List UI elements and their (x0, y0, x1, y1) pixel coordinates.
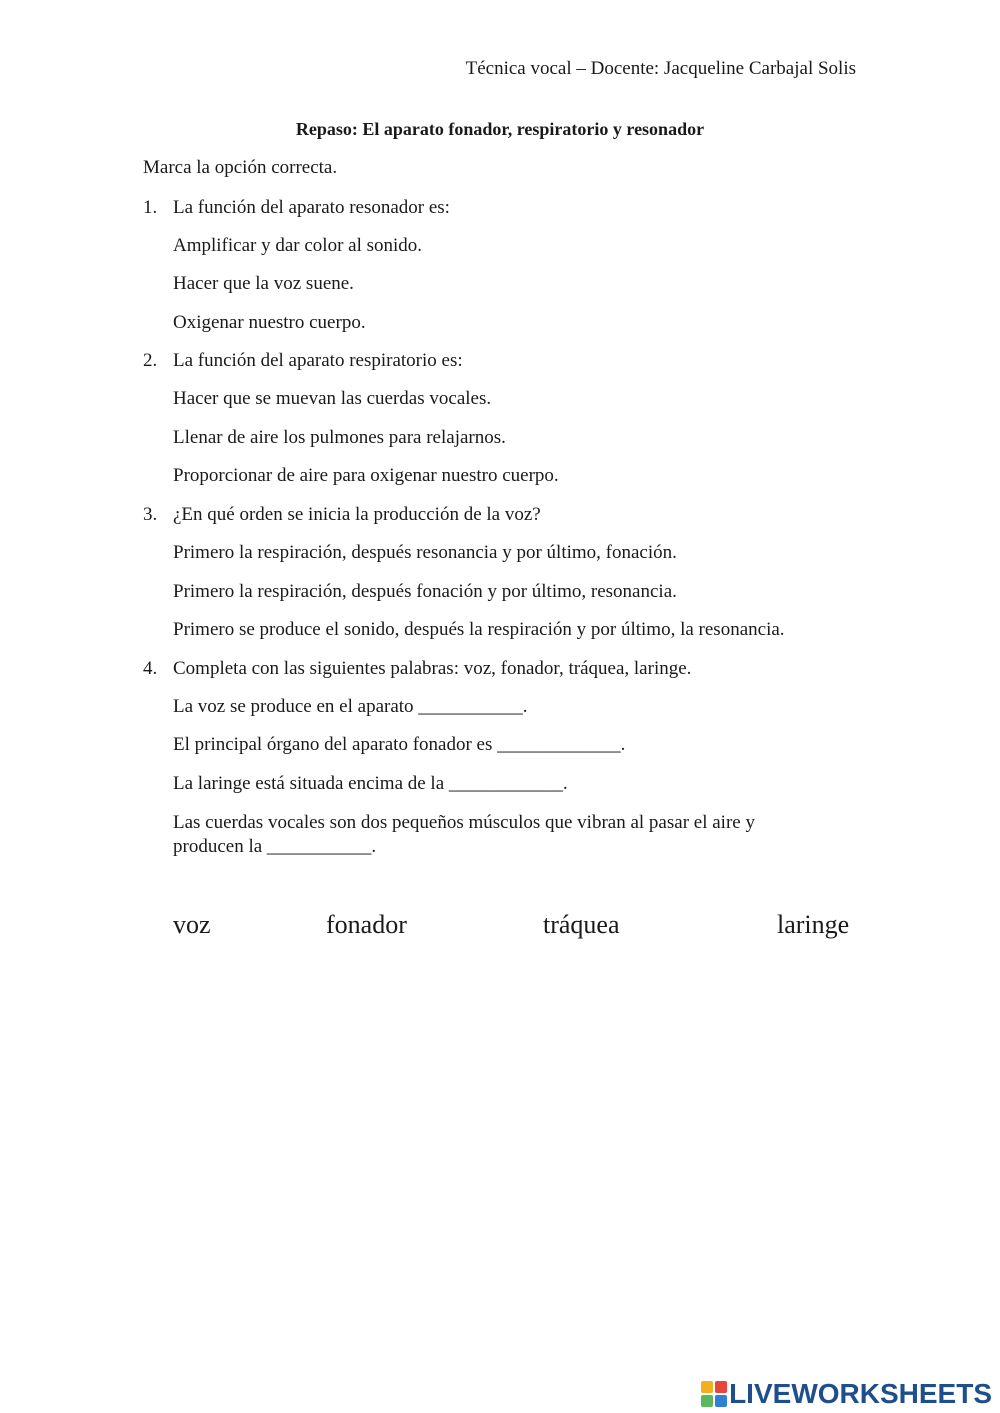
question-text-1: La función del aparato resonador es: (173, 197, 450, 218)
page-title: Repaso: El aparato fonador, respiratorio y resonador (295, 119, 705, 139)
option-2c[interactable]: Proporcionar de aire para oxigenar nuestro cuerpo. (173, 465, 559, 486)
liveworksheets-logo-icon (701, 1381, 727, 1407)
option-1a[interactable]: Amplificar y dar color al sonido. (173, 235, 423, 256)
question-number-4: 4. (143, 658, 158, 679)
option-3c[interactable]: Primero se produce el sonido, después la respiración y por último, la resonancia. (173, 619, 785, 640)
question-text-4: Completa con las siguientes palabras: voz, fonador, tráquea, laringe. (173, 658, 692, 679)
question-number-1: 1. (143, 197, 158, 218)
option-2b[interactable]: Llenar de aire los pulmones para relajarnos. (173, 427, 506, 448)
fill-sentence-2[interactable]: El principal órgano del aparato fonador es _____________. (173, 734, 626, 755)
word-bank-laringe[interactable]: laringe (777, 910, 850, 939)
page-header: Técnica vocal – Docente: Jacqueline Carbajal Solis (465, 58, 856, 79)
fill-sentence-4-line-2[interactable]: producen la ___________. (173, 836, 377, 857)
fill-sentence-1[interactable]: La voz se produce en el aparato ___________. (173, 696, 528, 717)
question-number-3: 3. (143, 504, 158, 525)
question-text-3: ¿En qué orden se inicia la producción de la voz? (173, 504, 541, 525)
option-3b[interactable]: Primero la respiración, después fonación y por último, resonancia. (173, 581, 677, 602)
instruction: Marca la opción correcta. (143, 157, 338, 178)
option-1c[interactable]: Oxigenar nuestro cuerpo. (173, 312, 366, 333)
option-1b[interactable]: Hacer que la voz suene. (173, 273, 354, 294)
option-2a[interactable]: Hacer que se muevan las cuerdas vocales. (173, 388, 492, 409)
word-bank-voz[interactable]: voz (173, 910, 211, 939)
fill-sentence-3[interactable]: La laringe está situada encima de la ____________. (173, 773, 568, 794)
liveworksheets-logo (701, 1379, 992, 1409)
question-text-2: La función del aparato respiratorio es: (173, 350, 463, 371)
option-3a[interactable]: Primero la respiración, después resonancia y por último, fonación. (173, 542, 677, 563)
word-bank-traquea[interactable]: tráquea (543, 910, 620, 939)
logo-text: LIVEWORKSHEETS (729, 1378, 992, 1409)
fill-sentence-4-line-1: Las cuerdas vocales son dos pequeños músculos que vibran al pasar el aire y (173, 812, 755, 833)
word-bank-fonador[interactable]: fonador (326, 910, 407, 939)
question-number-2: 2. (143, 350, 158, 371)
